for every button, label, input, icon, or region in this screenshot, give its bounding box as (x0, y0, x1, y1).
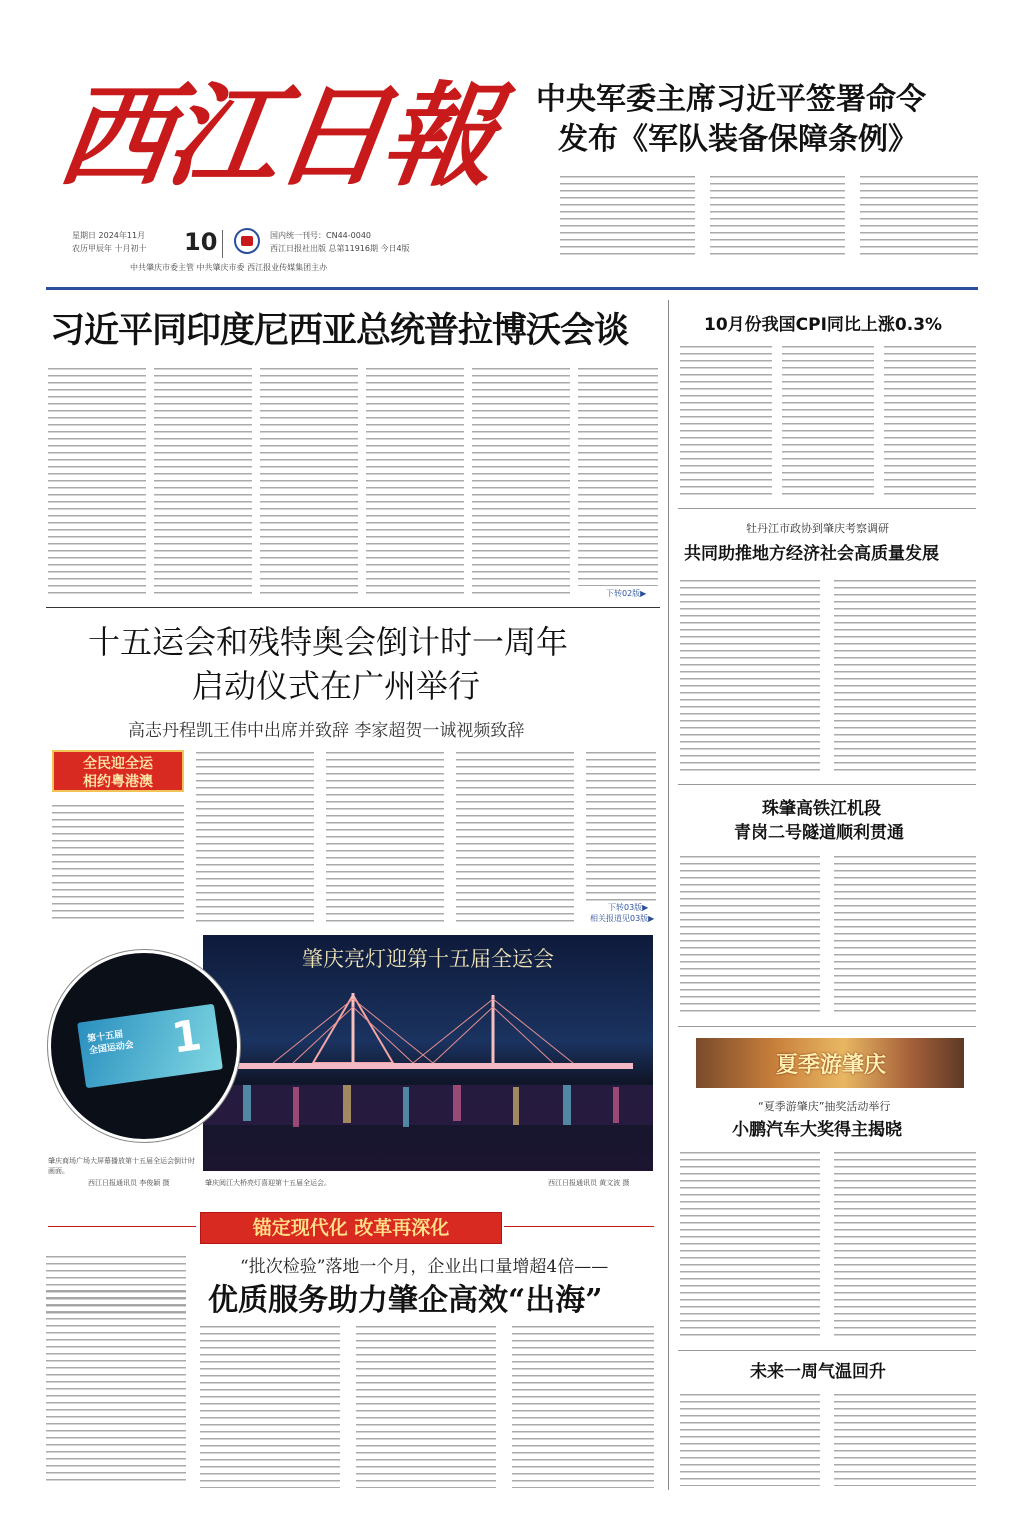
mudan-rule (678, 784, 976, 785)
games-subhead: 高志丹程凯王伟中出席并致辞 李家超贺一诚视频致辞 (128, 721, 525, 741)
masthead-rule (46, 287, 978, 290)
lead-body-3 (260, 368, 358, 596)
section-banner-text: 锚定现代化 改革再深化 (252, 1217, 450, 1239)
games-headline-line2: 启动仪式在广州举行 (192, 667, 481, 705)
xpeng-kicker: “夏季游肇庆”抽奖活动举行 (758, 1100, 891, 1113)
inset-caption: 肇庆商场广场大屏幕播放第十五届全运会倒计时画面。 (48, 1157, 195, 1175)
weather-body-1 (680, 1394, 820, 1486)
photo-caption: 肇庆阅江大桥亮灯喜迎第十五届全运会。 (205, 1179, 331, 1187)
lead-body-2 (154, 368, 252, 596)
top-headline-line2: 发布《军队装备保障条例》 (558, 122, 918, 157)
weather-headline: 未来一周气温回升 (750, 1362, 886, 1382)
rail-headline-line1: 珠肇高铁江机段 (762, 799, 881, 819)
mudan-headline: 共同助推地方经济社会高质量发展 (684, 544, 939, 564)
sponsor-line: 中共肇庆市委主管 中共肇庆市委 西江报业传媒集团主办 (130, 263, 328, 272)
games-body-5 (586, 752, 656, 902)
export-body-3 (356, 1326, 496, 1488)
games-continue-link[interactable]: 下转03版▶ (608, 903, 649, 912)
badge-line2: 相约粤港澳 (83, 774, 153, 790)
lead-continue-link[interactable]: 下转02版▶ (606, 589, 647, 598)
issue-day: 10 (184, 228, 218, 256)
games-badge (52, 750, 184, 792)
section-banner-right-rule (504, 1226, 654, 1227)
lead-bottom-rule (46, 607, 660, 608)
games-related-link[interactable]: 相关报道见03版▶ (590, 914, 655, 923)
lead-body-4 (366, 368, 464, 596)
bridge-photo (203, 935, 653, 1171)
rail-headline-line2: 青岗二号隧道顺利贯通 (734, 823, 904, 843)
tourism-ad-text: 夏季游肇庆 (776, 1052, 887, 1078)
inset-credit: 西江日报通讯员 李俊颖 摄 (88, 1179, 170, 1187)
ticket-screen (77, 1004, 223, 1089)
top-right-story (530, 80, 980, 265)
lead-body-6 (578, 368, 658, 586)
games-body-2 (196, 752, 314, 924)
export-headline: 优质服务助力肇企高效“出海” (208, 1283, 603, 1318)
cpi-body-2 (782, 346, 874, 496)
rail-body-1 (680, 856, 820, 1014)
masthead-title: 西江日報 (50, 71, 502, 202)
cpi-body-1 (680, 346, 772, 496)
photo-title: 肇庆亮灯迎第十五届全运会 (302, 947, 554, 971)
export-body-left-2 (46, 1290, 186, 1486)
export-body-2 (200, 1326, 340, 1488)
ticket-line2: 全国运动会 (88, 1040, 135, 1057)
weather-body-2 (834, 1394, 976, 1486)
games-body-3 (326, 752, 444, 924)
mudan-body-2 (834, 580, 976, 772)
top-headline-line1: 中央军委主席习近平签署命令 (536, 82, 926, 117)
photo-credit: 西江日报通讯员 黄文波 摄 (548, 1179, 630, 1187)
publisher-line: 西江日报社出版 总第11916期 今日4版 (270, 244, 410, 253)
games-headline-line1: 十五运会和残特奥会倒计时一周年 (88, 623, 569, 661)
masthead-divider (222, 230, 223, 258)
section-banner-left-rule (48, 1226, 196, 1227)
mudan-kicker: 牡丹江市政协到肇庆考察调研 (746, 522, 889, 535)
cpi-body-3 (884, 346, 976, 496)
top-story-body-1 (560, 176, 695, 256)
press-logo-icon (234, 228, 260, 254)
cpi-rule (678, 508, 976, 509)
lead-headline: 习近平同印度尼西亚总统普拉博沃会谈 (50, 311, 629, 351)
xpeng-rule (678, 1350, 976, 1351)
export-kicker: “批次检验”落地一个月，企业出口量增超4倍—— (240, 1257, 609, 1277)
xpeng-body-2 (834, 1152, 976, 1338)
ticket-line1: 第十五届 (86, 1029, 124, 1045)
lunar-date: 农历甲辰年 十月初十 (72, 244, 147, 253)
rail-body-2 (834, 856, 976, 1014)
badge-line1: 全民迎全运 (83, 756, 153, 772)
mudan-body-1 (680, 580, 820, 772)
games-body-4 (456, 752, 574, 924)
cn-code: 国内统一刊号：CN44-0040 (270, 231, 371, 240)
masthead-info (72, 228, 532, 276)
xpeng-headline: 小鹏汽车大奖得主揭晓 (732, 1120, 902, 1140)
xpeng-body-1 (680, 1152, 820, 1338)
top-story-body-2 (710, 176, 845, 256)
cpi-headline: 10月份我国CPI同比上涨0.3% (704, 315, 943, 335)
masthead-logo (50, 62, 530, 222)
top-story-body-3 (860, 176, 978, 256)
lead-body-5 (472, 368, 570, 596)
lead-body-1 (48, 368, 146, 596)
inset-photo (48, 950, 240, 1142)
section-banner (200, 1212, 502, 1244)
issue-date: 星期日 2024年11月 (72, 231, 146, 240)
ticket-number: 1 (168, 1010, 205, 1063)
column-divider (668, 300, 669, 1490)
tourism-ad-image (696, 1038, 964, 1088)
export-body-4 (512, 1326, 654, 1488)
games-body-1 (52, 805, 184, 923)
rail-rule (678, 1026, 976, 1027)
bridge-illustration (203, 935, 653, 1171)
